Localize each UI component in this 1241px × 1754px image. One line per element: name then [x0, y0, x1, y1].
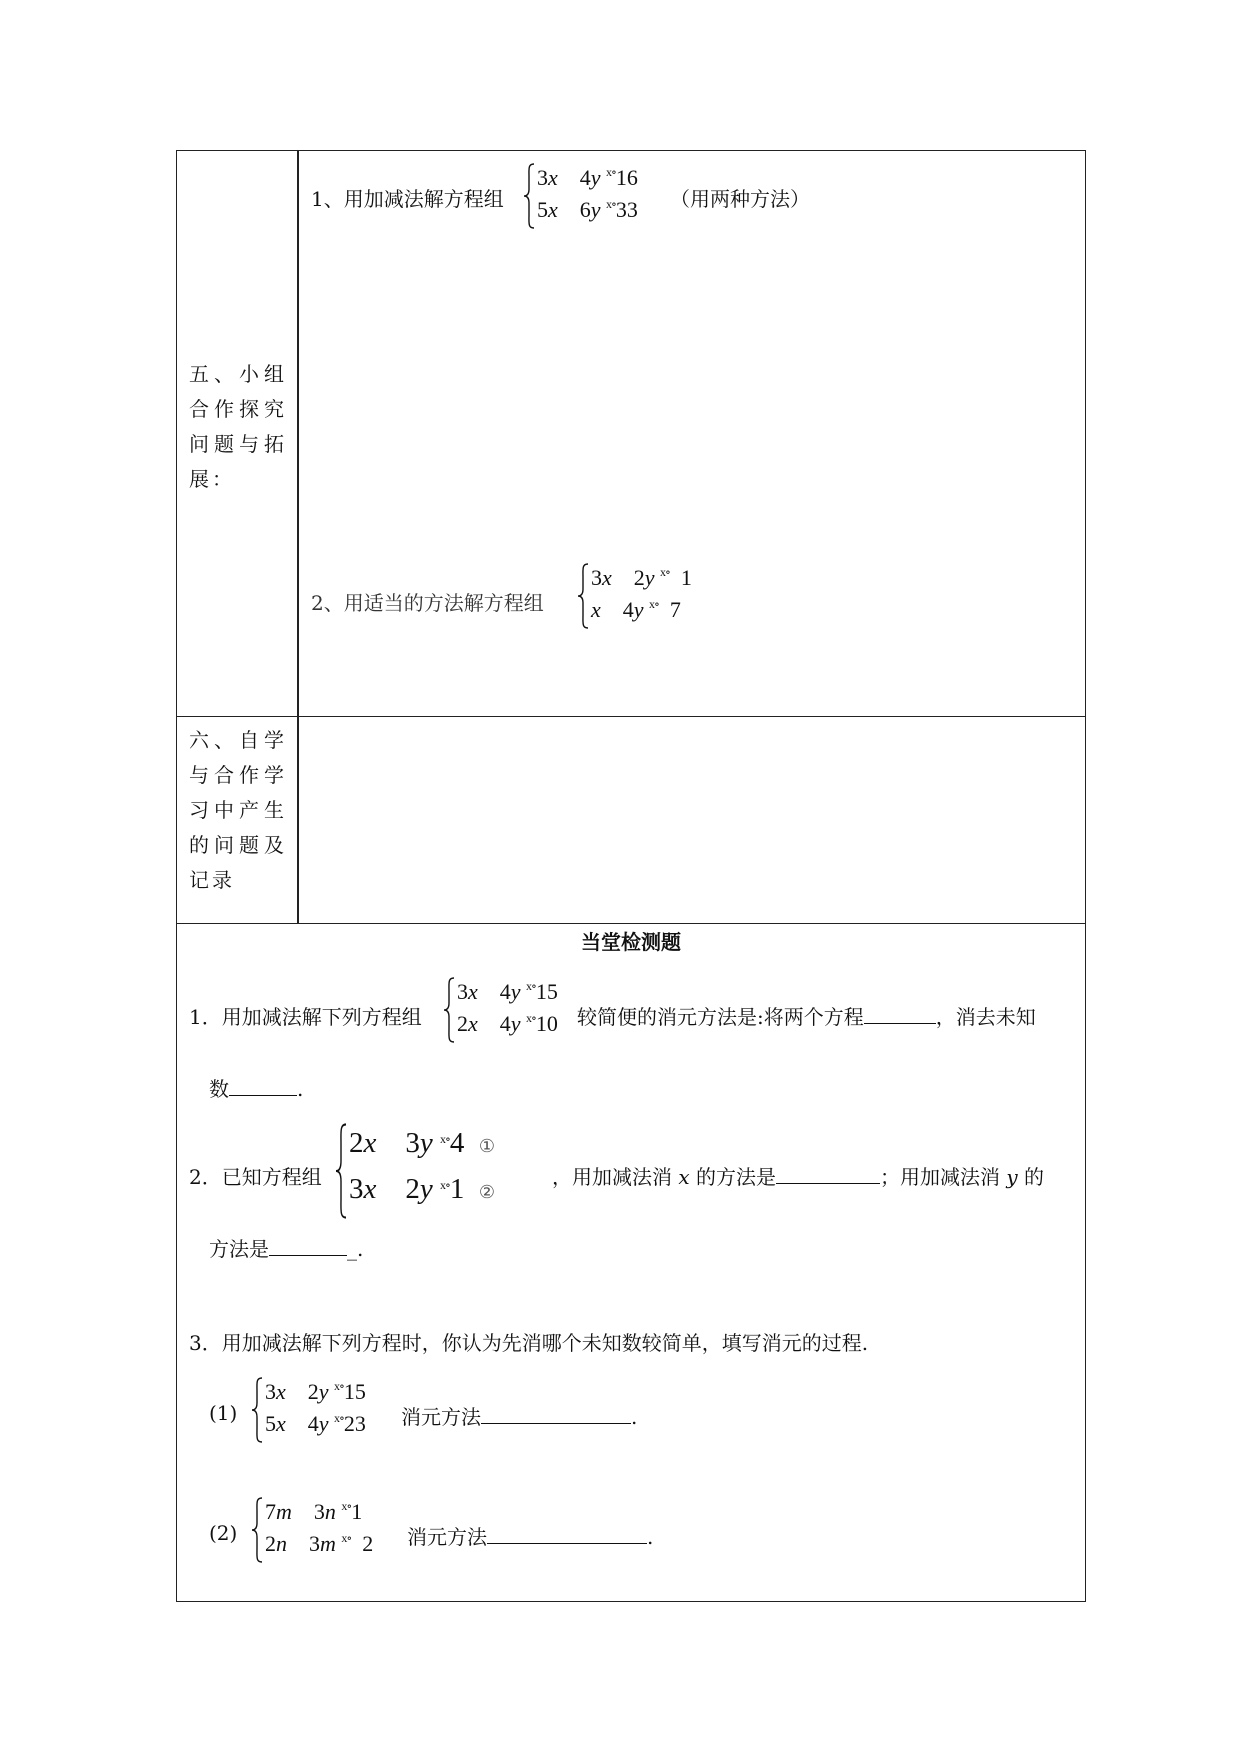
test-title: 当堂检测题	[581, 930, 681, 954]
row-divider-2	[177, 923, 1085, 924]
equation-row-1: 3x 2y $^{x\circ}$ 1	[591, 565, 692, 590]
equation-row-1: 7m 3n $^{x\circ}$1	[265, 1499, 363, 1524]
worksheet-table	[176, 150, 1086, 1602]
test-q3-p1-answer: 消元方法 .	[401, 1405, 638, 1429]
row-divider-1	[177, 716, 1085, 717]
test-q3-text: 3．用加减法解下列方程时，你认为先消哪个未知数较简单，填写消元的过程.	[189, 1331, 869, 1355]
s5-q2-equation-system	[577, 563, 722, 629]
column-divider	[297, 151, 299, 923]
left-brace	[251, 1497, 263, 1563]
answer-blank[interactable]	[864, 1005, 936, 1024]
test-q2-text: ，用加减法消 x 的方法是 ；用加减法消 y 的	[552, 1165, 1045, 1189]
answer-blank[interactable]	[487, 1525, 647, 1544]
answer-blank[interactable]	[269, 1237, 347, 1256]
s5-q1-prefix: 1、用加减法解方程组	[311, 187, 504, 211]
section6-label: 六、自学与合作学习中产生的问题及记录	[189, 728, 287, 892]
test-q2-line2: 方法是 _.	[209, 1237, 364, 1261]
equation-row-2: x 4y $^{x\circ}$ 7	[591, 597, 681, 622]
left-brace	[335, 1123, 347, 1219]
equation-row-2: 5x 6y $^{x\circ}$33	[537, 197, 638, 222]
equation-row-1: 3x 4y $^{x\circ}$15	[457, 979, 558, 1004]
test-q1-prefix: 1．用加减法解下列方程组	[189, 1005, 422, 1029]
test-q3-p2-equation-system	[251, 1497, 386, 1563]
equation-row-1: 2x 3y $^{x\circ}$4 ①	[349, 1127, 496, 1159]
s5-q2-prefix: 2、用适当的方法解方程组	[311, 591, 544, 615]
left-brace	[251, 1377, 263, 1443]
s5-q1-suffix: （用两种方法）	[670, 187, 810, 211]
test-q3-p2-answer: 消元方法 .	[407, 1525, 654, 1549]
test-q3-p2-num: (2)	[209, 1521, 238, 1545]
test-q2-prefix: 2．已知方程组	[189, 1165, 322, 1189]
equation-row-1: 3x 4y $^{x\circ}$16	[537, 165, 638, 190]
test-q2-equation-system	[335, 1123, 535, 1219]
left-brace	[577, 563, 589, 629]
test-q3-p1-equation-system	[251, 1377, 386, 1443]
s5-q1-equation-system	[523, 163, 668, 229]
equation-row-2: 3x 2y $^{x\circ}$1 ②	[349, 1173, 496, 1205]
test-q1-line2: 数 .	[209, 1077, 304, 1101]
section5-label: 五、小组合作探究问题与拓展：	[189, 362, 287, 491]
left-brace	[443, 977, 455, 1043]
answer-blank[interactable]	[776, 1165, 880, 1184]
equation-row-2: 2n 3m $^{x\circ}$ 2	[265, 1531, 374, 1556]
test-q1-equation-system	[443, 977, 573, 1043]
left-brace	[523, 163, 535, 229]
answer-blank[interactable]	[481, 1405, 631, 1424]
test-q1-text: 较简便的消元方法是:将两个方程 ，消去未知	[577, 1005, 1036, 1029]
equation-row-2: 5x 4y $^{x\circ}$23	[265, 1411, 366, 1436]
equation-row-2: 2x 4y $^{x\circ}$10	[457, 1011, 558, 1036]
answer-blank[interactable]	[229, 1077, 297, 1096]
test-q3-p1-num: (1)	[209, 1401, 238, 1425]
equation-row-1: 3x 2y $^{x\circ}$15	[265, 1379, 366, 1404]
